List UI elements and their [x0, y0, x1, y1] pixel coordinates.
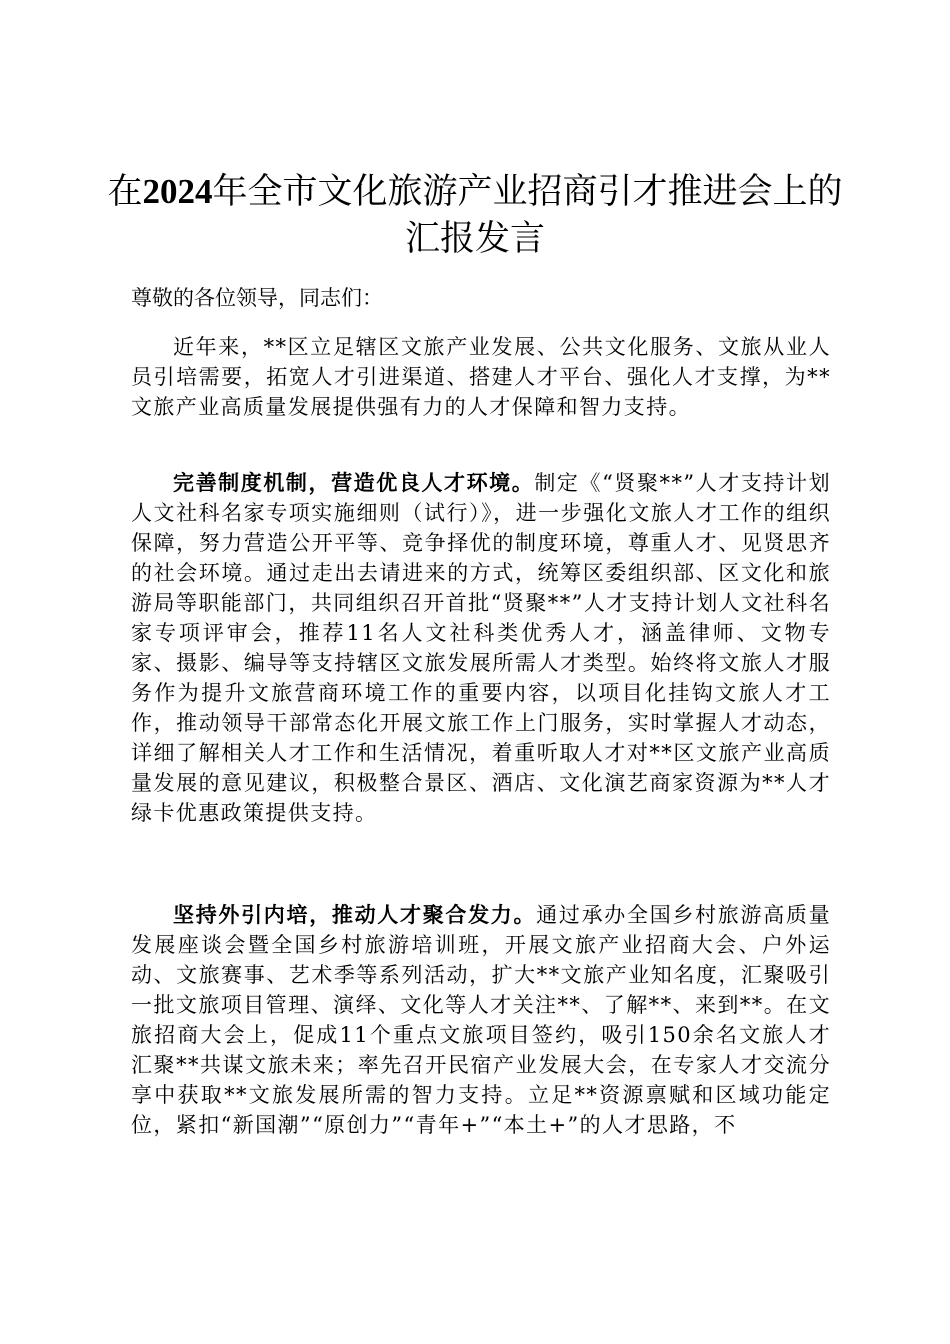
paragraph-intro [131, 332, 831, 422]
paragraph-text: 通过承办全国乡村旅游高质量发展座谈会暨全国乡村旅游培训班，开展文旅产业招商大会、户外运动、文旅赛事、艺术季等系列活动，扩大**文旅产业知名度，汇聚吸引一批文旅项目管理、演绎、文化等人才关注**、了解**、来到**。在文旅招商大会上，促成11个重点文旅项目签约，吸引150余名文旅人才汇聚**共谋文旅未来；率先召开民宿产业发展大会，在专家人才交流分享中获取**文旅发展所需的智力支持。立足**资源禀赋和区域功能定位，紧扣“新国潮”“原创力”“青年+”“本土+”的人才思路，不 [131, 903, 831, 1137]
paragraph-lead: 完善制度机制，营造优良人才环境。 [173, 470, 535, 495]
title-year: 2024 [142, 172, 213, 211]
paragraph-lead: 坚持外引内培，推动人才聚合发力。 [173, 902, 537, 927]
title-prefix: 在 [107, 172, 143, 212]
paragraph-talent [131, 900, 831, 1140]
paragraph-text: 制定《“贤聚**”人才支持计划人文社科名家专项实施细则（试行）》，进一步强化文旅人才工作的组织保障，努力营造公开平等、竞争择优的制度环境，尊重人才、见贤思齐的社会环境。通过走出去请进来的方式，统筹区委组织部、区文化和旅游局等职能部门，共同组织召开首批“贤聚**”人才支持计划人文社科名家专项评审会，推荐11名人文社科类优秀人才，涵盖律师、文物专家、摄影、编导等支持辖区文旅发展所需人才类型。始终将文旅人才服务作为提升文旅营商环境工作的重要内容，以项目化挂钩文旅人才工作，推动领导干部常态化开展文旅工作上门服务，实时掌握人才动态，详细了解相关人才工作和生活情况，着重听取人才对**区文旅产业高质量发展的意见建议，积极整合景区、酒店、文化演艺商家资源为**人才绿卡优惠政策提供支持。 [131, 471, 831, 825]
title-rest: 年全市文化旅游产业招商引才推进会上的汇报发言 [212, 172, 843, 259]
salutation: 尊敬的各位领导，同志们： [131, 286, 383, 310]
paragraph-text: 近年来，**区立足辖区文旅产业发展、公共文化服务、文旅从业人员引培需要，拓宽人才引进渠道、搭建人才平台、强化人才支撑，为**文旅产业高质量发展提供强有力的人才保障和智力支持。 [131, 335, 831, 419]
document-title [100, 168, 850, 263]
paragraph-institution [131, 468, 831, 828]
